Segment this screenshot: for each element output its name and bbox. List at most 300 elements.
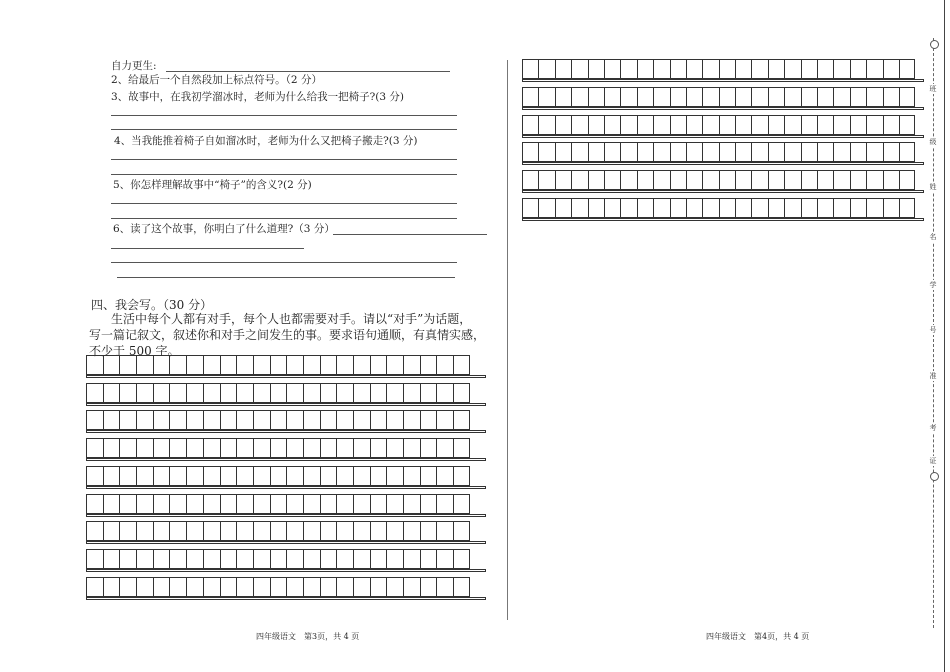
- grid-cell[interactable]: [735, 115, 751, 135]
- grid-cell[interactable]: [286, 577, 303, 597]
- grid-cell[interactable]: [850, 59, 866, 79]
- grid-cell[interactable]: [303, 577, 320, 597]
- grid-cell[interactable]: [420, 355, 437, 375]
- grid-cell[interactable]: [670, 115, 686, 135]
- grid-cell[interactable]: [850, 198, 866, 218]
- grid-cell[interactable]: [103, 383, 120, 403]
- grid-cell[interactable]: [169, 466, 186, 486]
- grid-cell[interactable]: [103, 521, 120, 541]
- grid-cell[interactable]: [169, 494, 186, 514]
- grid-cell[interactable]: [801, 142, 817, 162]
- grid-cell[interactable]: [336, 494, 353, 514]
- grid-cell[interactable]: [735, 198, 751, 218]
- grid-cell[interactable]: [686, 170, 702, 190]
- grid-cell[interactable]: [420, 577, 437, 597]
- grid-cell[interactable]: [303, 355, 320, 375]
- grid-cell[interactable]: [186, 577, 203, 597]
- q6-answer-line-3[interactable]: [117, 277, 455, 278]
- grid-cell[interactable]: [153, 494, 170, 514]
- grid-cell[interactable]: [555, 142, 571, 162]
- grid-cell[interactable]: [686, 87, 702, 107]
- grid-cell[interactable]: [220, 410, 237, 430]
- grid-cell[interactable]: [303, 410, 320, 430]
- grid-cell[interactable]: [453, 383, 470, 403]
- grid-cell[interactable]: [571, 115, 587, 135]
- grid-cell[interactable]: [420, 410, 437, 430]
- grid-cell[interactable]: [866, 170, 882, 190]
- q3-answer-line-1[interactable]: [111, 115, 457, 116]
- grid-cell[interactable]: [153, 466, 170, 486]
- grid-cell[interactable]: [420, 549, 437, 569]
- grid-cell[interactable]: [620, 198, 636, 218]
- grid-cell[interactable]: [86, 355, 103, 375]
- grid-cell[interactable]: [620, 87, 636, 107]
- grid-cell[interactable]: [203, 410, 220, 430]
- grid-cell[interactable]: [436, 410, 453, 430]
- grid-cell[interactable]: [866, 87, 882, 107]
- grid-cell[interactable]: [555, 198, 571, 218]
- grid-cell[interactable]: [403, 494, 420, 514]
- grid-cell[interactable]: [353, 355, 370, 375]
- grid-cell[interactable]: [768, 142, 784, 162]
- grid-cell[interactable]: [403, 355, 420, 375]
- grid-cell[interactable]: [153, 383, 170, 403]
- grid-cell[interactable]: [620, 170, 636, 190]
- grid-cell[interactable]: [555, 115, 571, 135]
- grid-cell[interactable]: [604, 170, 620, 190]
- grid-cell[interactable]: [670, 59, 686, 79]
- grid-cell[interactable]: [784, 115, 800, 135]
- grid-cell[interactable]: [751, 59, 767, 79]
- grid-cell[interactable]: [866, 59, 882, 79]
- grid-cell[interactable]: [719, 115, 735, 135]
- grid-cell[interactable]: [270, 383, 287, 403]
- grid-cell[interactable]: [555, 170, 571, 190]
- grid-cell[interactable]: [86, 577, 103, 597]
- grid-cell[interactable]: [136, 410, 153, 430]
- grid-cell[interactable]: [653, 198, 669, 218]
- grid-cell[interactable]: [453, 355, 470, 375]
- grid-cell[interactable]: [270, 410, 287, 430]
- grid-cell[interactable]: [801, 87, 817, 107]
- grid-cell[interactable]: [420, 438, 437, 458]
- grid-cell[interactable]: [286, 410, 303, 430]
- grid-cell[interactable]: [169, 383, 186, 403]
- grid-cell[interactable]: [588, 170, 604, 190]
- grid-cell[interactable]: [236, 549, 253, 569]
- grid-cell[interactable]: [817, 115, 833, 135]
- grid-cell[interactable]: [370, 410, 387, 430]
- grid-cell[interactable]: [153, 577, 170, 597]
- grid-cell[interactable]: [637, 170, 653, 190]
- grid-cell[interactable]: [702, 115, 718, 135]
- grid-cell[interactable]: [522, 87, 538, 107]
- grid-cell[interactable]: [336, 549, 353, 569]
- grid-cell[interactable]: [86, 521, 103, 541]
- grid-cell[interactable]: [588, 198, 604, 218]
- grid-cell[interactable]: [538, 59, 554, 79]
- grid-cell[interactable]: [320, 410, 337, 430]
- grid-cell[interactable]: [588, 142, 604, 162]
- grid-cell[interactable]: [270, 549, 287, 569]
- q5-answer-line-1[interactable]: [111, 203, 457, 204]
- grid-cell[interactable]: [883, 59, 899, 79]
- grid-cell[interactable]: [119, 549, 136, 569]
- grid-cell[interactable]: [453, 494, 470, 514]
- grid-cell[interactable]: [751, 198, 767, 218]
- grid-cell[interactable]: [637, 87, 653, 107]
- grid-cell[interactable]: [719, 142, 735, 162]
- grid-cell[interactable]: [370, 521, 387, 541]
- grid-cell[interactable]: [522, 142, 538, 162]
- grid-cell[interactable]: [153, 438, 170, 458]
- grid-cell[interactable]: [303, 549, 320, 569]
- grid-cell[interactable]: [850, 142, 866, 162]
- grid-cell[interactable]: [86, 410, 103, 430]
- grid-cell[interactable]: [220, 383, 237, 403]
- grid-cell[interactable]: [719, 170, 735, 190]
- grid-cell[interactable]: [386, 494, 403, 514]
- grid-cell[interactable]: [751, 142, 767, 162]
- grid-cell[interactable]: [751, 87, 767, 107]
- grid-cell[interactable]: [801, 170, 817, 190]
- grid-cell[interactable]: [220, 438, 237, 458]
- grid-cell[interactable]: [186, 521, 203, 541]
- grid-cell[interactable]: [220, 521, 237, 541]
- grid-cell[interactable]: [286, 438, 303, 458]
- grid-cell[interactable]: [522, 198, 538, 218]
- grid-cell[interactable]: [336, 383, 353, 403]
- grid-cell[interactable]: [303, 494, 320, 514]
- grid-cell[interactable]: [186, 466, 203, 486]
- grid-cell[interactable]: [136, 577, 153, 597]
- grid-cell[interactable]: [436, 577, 453, 597]
- grid-cell[interactable]: [555, 59, 571, 79]
- grid-cell[interactable]: [203, 494, 220, 514]
- grid-cell[interactable]: [883, 170, 899, 190]
- grid-cell[interactable]: [571, 142, 587, 162]
- grid-cell[interactable]: [719, 59, 735, 79]
- grid-cell[interactable]: [353, 521, 370, 541]
- grid-cell[interactable]: [588, 87, 604, 107]
- grid-cell[interactable]: [784, 59, 800, 79]
- grid-cell[interactable]: [286, 494, 303, 514]
- grid-cell[interactable]: [637, 198, 653, 218]
- grid-cell[interactable]: [86, 494, 103, 514]
- grid-cell[interactable]: [436, 549, 453, 569]
- grid-cell[interactable]: [436, 383, 453, 403]
- grid-cell[interactable]: [538, 142, 554, 162]
- grid-cell[interactable]: [571, 59, 587, 79]
- grid-cell[interactable]: [303, 466, 320, 486]
- grid-cell[interactable]: [119, 438, 136, 458]
- grid-cell[interactable]: [538, 198, 554, 218]
- grid-cell[interactable]: [768, 87, 784, 107]
- grid-cell[interactable]: [353, 466, 370, 486]
- grid-cell[interactable]: [637, 59, 653, 79]
- grid-cell[interactable]: [336, 438, 353, 458]
- grid-cell[interactable]: [203, 521, 220, 541]
- grid-cell[interactable]: [571, 170, 587, 190]
- grid-cell[interactable]: [119, 466, 136, 486]
- q4-answer-line-2[interactable]: [111, 174, 457, 175]
- grid-cell[interactable]: [286, 549, 303, 569]
- grid-cell[interactable]: [386, 355, 403, 375]
- grid-cell[interactable]: [588, 115, 604, 135]
- grid-cell[interactable]: [236, 438, 253, 458]
- grid-cell[interactable]: [817, 87, 833, 107]
- grid-cell[interactable]: [538, 170, 554, 190]
- q6-answer-line-2[interactable]: [111, 262, 457, 263]
- grid-cell[interactable]: [103, 466, 120, 486]
- grid-cell[interactable]: [336, 466, 353, 486]
- grid-cell[interactable]: [286, 355, 303, 375]
- grid-cell[interactable]: [236, 577, 253, 597]
- grid-cell[interactable]: [833, 142, 849, 162]
- grid-cell[interactable]: [686, 59, 702, 79]
- grid-cell[interactable]: [702, 59, 718, 79]
- grid-cell[interactable]: [604, 115, 620, 135]
- grid-cell[interactable]: [403, 410, 420, 430]
- q3-answer-line-2[interactable]: [111, 129, 457, 130]
- grid-cell[interactable]: [833, 59, 849, 79]
- grid-cell[interactable]: [86, 438, 103, 458]
- grid-cell[interactable]: [203, 355, 220, 375]
- grid-cell[interactable]: [817, 142, 833, 162]
- grid-cell[interactable]: [538, 87, 554, 107]
- grid-cell[interactable]: [784, 170, 800, 190]
- grid-cell[interactable]: [801, 115, 817, 135]
- grid-cell[interactable]: [386, 466, 403, 486]
- grid-cell[interactable]: [620, 59, 636, 79]
- q4-answer-line-1[interactable]: [111, 159, 457, 160]
- grid-cell[interactable]: [386, 438, 403, 458]
- grid-cell[interactable]: [186, 410, 203, 430]
- grid-cell[interactable]: [866, 142, 882, 162]
- grid-cell[interactable]: [817, 198, 833, 218]
- grid-cell[interactable]: [286, 383, 303, 403]
- grid-cell[interactable]: [538, 115, 554, 135]
- grid-cell[interactable]: [370, 383, 387, 403]
- grid-cell[interactable]: [735, 142, 751, 162]
- grid-cell[interactable]: [686, 142, 702, 162]
- grid-cell[interactable]: [320, 383, 337, 403]
- grid-cell[interactable]: [768, 170, 784, 190]
- grid-cell[interactable]: [153, 355, 170, 375]
- grid-cell[interactable]: [386, 521, 403, 541]
- grid-cell[interactable]: [883, 87, 899, 107]
- grid-cell[interactable]: [336, 355, 353, 375]
- q5-answer-line-2[interactable]: [111, 218, 457, 219]
- grid-cell[interactable]: [571, 198, 587, 218]
- grid-cell[interactable]: [386, 577, 403, 597]
- grid-cell[interactable]: [751, 115, 767, 135]
- grid-cell[interactable]: [320, 577, 337, 597]
- grid-cell[interactable]: [403, 549, 420, 569]
- grid-cell[interactable]: [453, 410, 470, 430]
- grid-cell[interactable]: [270, 466, 287, 486]
- grid-cell[interactable]: [453, 466, 470, 486]
- grid-cell[interactable]: [817, 59, 833, 79]
- grid-cell[interactable]: [336, 577, 353, 597]
- grid-cell[interactable]: [203, 383, 220, 403]
- grid-cell[interactable]: [336, 521, 353, 541]
- grid-cell[interactable]: [735, 87, 751, 107]
- grid-cell[interactable]: [253, 355, 270, 375]
- grid-cell[interactable]: [136, 355, 153, 375]
- grid-cell[interactable]: [203, 577, 220, 597]
- grid-cell[interactable]: [286, 521, 303, 541]
- grid-cell[interactable]: [850, 170, 866, 190]
- grid-cell[interactable]: [253, 383, 270, 403]
- grid-cell[interactable]: [403, 521, 420, 541]
- grid-cell[interactable]: [103, 494, 120, 514]
- grid-cell[interactable]: [103, 355, 120, 375]
- grid-cell[interactable]: [119, 355, 136, 375]
- grid-cell[interactable]: [236, 383, 253, 403]
- grid-cell[interactable]: [702, 87, 718, 107]
- grid-cell[interactable]: [270, 355, 287, 375]
- grid-cell[interactable]: [386, 410, 403, 430]
- grid-cell[interactable]: [370, 577, 387, 597]
- grid-cell[interactable]: [637, 115, 653, 135]
- grid-cell[interactable]: [801, 198, 817, 218]
- grid-cell[interactable]: [136, 383, 153, 403]
- grid-cell[interactable]: [86, 383, 103, 403]
- grid-cell[interactable]: [253, 577, 270, 597]
- grid-cell[interactable]: [136, 438, 153, 458]
- grid-cell[interactable]: [436, 521, 453, 541]
- grid-cell[interactable]: [186, 438, 203, 458]
- grid-cell[interactable]: [353, 577, 370, 597]
- grid-cell[interactable]: [670, 142, 686, 162]
- grid-cell[interactable]: [169, 521, 186, 541]
- grid-cell[interactable]: [420, 521, 437, 541]
- grid-cell[interactable]: [403, 466, 420, 486]
- grid-cell[interactable]: [833, 170, 849, 190]
- grid-cell[interactable]: [320, 355, 337, 375]
- grid-cell[interactable]: [320, 438, 337, 458]
- grid-cell[interactable]: [220, 577, 237, 597]
- grid-cell[interactable]: [555, 87, 571, 107]
- grid-cell[interactable]: [850, 115, 866, 135]
- grid-cell[interactable]: [386, 549, 403, 569]
- grid-cell[interactable]: [571, 87, 587, 107]
- grid-cell[interactable]: [303, 383, 320, 403]
- grid-cell[interactable]: [436, 494, 453, 514]
- grid-cell[interactable]: [320, 466, 337, 486]
- grid-cell[interactable]: [203, 438, 220, 458]
- grid-cell[interactable]: [653, 115, 669, 135]
- grid-cell[interactable]: [833, 115, 849, 135]
- q1-answer-line[interactable]: [166, 71, 450, 72]
- grid-cell[interactable]: [186, 383, 203, 403]
- grid-cell[interactable]: [403, 383, 420, 403]
- grid-cell[interactable]: [220, 355, 237, 375]
- grid-cell[interactable]: [253, 466, 270, 486]
- grid-cell[interactable]: [768, 115, 784, 135]
- grid-cell[interactable]: [169, 438, 186, 458]
- grid-cell[interactable]: [866, 115, 882, 135]
- grid-cell[interactable]: [303, 438, 320, 458]
- grid-cell[interactable]: [253, 438, 270, 458]
- grid-cell[interactable]: [751, 170, 767, 190]
- grid-cell[interactable]: [784, 87, 800, 107]
- grid-cell[interactable]: [883, 198, 899, 218]
- grid-cell[interactable]: [784, 142, 800, 162]
- grid-cell[interactable]: [119, 410, 136, 430]
- grid-cell[interactable]: [653, 170, 669, 190]
- grid-cell[interactable]: [86, 466, 103, 486]
- grid-cell[interactable]: [588, 59, 604, 79]
- grid-cell[interactable]: [136, 549, 153, 569]
- grid-cell[interactable]: [620, 115, 636, 135]
- grid-cell[interactable]: [370, 438, 387, 458]
- grid-cell[interactable]: [436, 355, 453, 375]
- grid-cell[interactable]: [236, 466, 253, 486]
- grid-cell[interactable]: [386, 383, 403, 403]
- grid-cell[interactable]: [320, 549, 337, 569]
- grid-cell[interactable]: [103, 410, 120, 430]
- grid-cell[interactable]: [453, 521, 470, 541]
- grid-cell[interactable]: [899, 170, 915, 190]
- grid-cell[interactable]: [686, 198, 702, 218]
- grid-cell[interactable]: [653, 87, 669, 107]
- grid-cell[interactable]: [103, 438, 120, 458]
- grid-cell[interactable]: [604, 87, 620, 107]
- grid-cell[interactable]: [169, 410, 186, 430]
- grid-cell[interactable]: [119, 383, 136, 403]
- grid-cell[interactable]: [436, 466, 453, 486]
- grid-cell[interactable]: [866, 198, 882, 218]
- grid-cell[interactable]: [670, 198, 686, 218]
- grid-cell[interactable]: [253, 494, 270, 514]
- grid-cell[interactable]: [453, 549, 470, 569]
- grid-cell[interactable]: [735, 59, 751, 79]
- grid-cell[interactable]: [370, 494, 387, 514]
- grid-cell[interactable]: [702, 198, 718, 218]
- grid-cell[interactable]: [833, 87, 849, 107]
- grid-cell[interactable]: [186, 549, 203, 569]
- grid-cell[interactable]: [270, 494, 287, 514]
- grid-cell[interactable]: [353, 383, 370, 403]
- grid-cell[interactable]: [436, 438, 453, 458]
- grid-cell[interactable]: [653, 59, 669, 79]
- grid-cell[interactable]: [119, 577, 136, 597]
- grid-cell[interactable]: [686, 115, 702, 135]
- grid-cell[interactable]: [420, 383, 437, 403]
- grid-cell[interactable]: [320, 521, 337, 541]
- grid-cell[interactable]: [899, 142, 915, 162]
- grid-cell[interactable]: [604, 142, 620, 162]
- grid-cell[interactable]: [136, 494, 153, 514]
- grid-cell[interactable]: [236, 494, 253, 514]
- grid-cell[interactable]: [253, 410, 270, 430]
- grid-cell[interactable]: [670, 170, 686, 190]
- grid-cell[interactable]: [420, 494, 437, 514]
- grid-cell[interactable]: [186, 355, 203, 375]
- grid-cell[interactable]: [119, 521, 136, 541]
- grid-cell[interactable]: [270, 438, 287, 458]
- grid-cell[interactable]: [353, 549, 370, 569]
- grid-cell[interactable]: [336, 410, 353, 430]
- grid-cell[interactable]: [370, 549, 387, 569]
- grid-cell[interactable]: [103, 577, 120, 597]
- grid-cell[interactable]: [220, 549, 237, 569]
- grid-cell[interactable]: [522, 115, 538, 135]
- grid-cell[interactable]: [735, 170, 751, 190]
- grid-cell[interactable]: [801, 59, 817, 79]
